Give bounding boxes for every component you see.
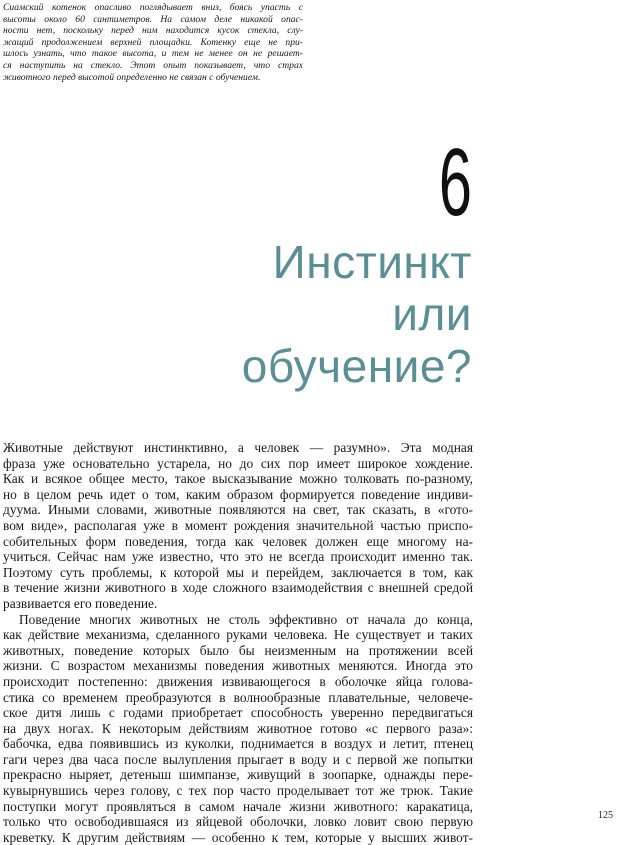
text-line: животных, поведение которых было бы неизменным на протяжении всей xyxy=(3,642,473,658)
paragraph xyxy=(3,612,473,845)
text-line: только что освободившаяся из яйцевой оболочки, ловко ловит свою первую xyxy=(3,814,473,830)
text-line: прекрасно ныряет, детеныш шимпанзе, живущий в зоопарке, однажды пере- xyxy=(3,767,473,783)
text-line: но в целом речь идет о том, каким образом формируется поведение индиви- xyxy=(3,486,473,502)
text-line: гаги через два часа после вылупления прыгает в воду и с первой же попытки xyxy=(3,751,473,767)
caption-line: ности нет, поскольку перед ним находится кусок стекла, слу- xyxy=(3,25,303,37)
text-line: Поведение многих животных не столь эффективно от начала до конца, xyxy=(19,611,473,627)
text-line: Поэтому суть проблемы, к которой мы и перейдем, заключается в том, как xyxy=(3,564,473,580)
text-line: жизни. С возрастом механизмы поведения животных меняются. Иногда это xyxy=(3,658,473,674)
body-text xyxy=(3,440,473,845)
text-line: Животные действуют инстинктивно, а человек — разумно». Эта модная xyxy=(3,440,473,455)
text-line: кувырнувшись через голову, с тех пор часто проделывает тот же трюк. Такие xyxy=(3,783,473,799)
text-line: на двух ногах. К некоторым действиям животное готово «с первого раза»: xyxy=(3,720,473,736)
text-line: стика со временем преобразуются в волнообразные плавательные, человече- xyxy=(3,689,473,705)
text-line: происходит постепенно: движения извивающегося в оболочке яйца голова- xyxy=(3,673,473,689)
caption-line: высоты около 60 сантиметров. На самом деле никакой опас- xyxy=(3,13,303,25)
text-line: учиться. Сейчас нам уже известно, что это не всегда происходит именно так. xyxy=(3,549,473,565)
text-line: фраза уже основательно устарела, но до сих пор имеет широкое хождение. xyxy=(3,455,473,471)
text-line: ское дитя лишь с годами приобретает способность уверенно передвигаться xyxy=(3,705,473,721)
chapter-title-line: обучение? xyxy=(241,340,472,392)
caption-line: Сиамский котенок опасливо поглядывает вниз, боясь упасть с xyxy=(3,2,303,13)
text-line: поступки могут проявляться в самом начале жизни животного: каракатица, xyxy=(3,798,473,814)
text-line: в течение жизни животного в ходе сложного взаимодействия с внешней средой xyxy=(3,580,473,596)
chapter-title xyxy=(180,236,472,392)
caption-line: ся наступить на стекло. Этот опыт показывает, что страх xyxy=(3,59,303,71)
text-line: собительных форм поведения, тогда как человек должен еще многому на- xyxy=(3,533,473,549)
caption-line: шлось узнать, что такое высота, и тем не менее он не решает- xyxy=(3,48,303,60)
caption-line: животного перед высотой определенно не связан с обучением. xyxy=(3,71,261,83)
text-line: как действие механизма, сделанного руками человека. Не существует и таких xyxy=(3,627,473,643)
chapter-number: 6 xyxy=(438,129,472,236)
text-line: креветку. К другим действиям — особенно к тем, которые у высших живот- xyxy=(3,829,473,845)
photo-caption xyxy=(3,2,303,83)
chapter-title-line: или xyxy=(392,288,472,340)
page-number: 125 xyxy=(598,810,613,821)
text-line: Как и всякое общее место, такое высказывание можно толковать по-разному, xyxy=(3,471,473,487)
caption-line: жащий продолжением верхней площадки. Котенку еще не при- xyxy=(3,36,303,48)
text-line: дуума. Иными словами, животные появляются на свет, так сказать, в «гото- xyxy=(3,502,473,518)
text-line: развивается его поведение. xyxy=(3,595,158,611)
chapter-title-line: Инстинкт xyxy=(272,236,472,288)
paragraph xyxy=(3,440,473,612)
text-line: бабочка, едва появившись из куколки, поднимается в воздух и летит, птенец xyxy=(3,736,473,752)
text-line: вом виде», располагая уже в момент рождения значительной частью приспо- xyxy=(3,517,473,533)
